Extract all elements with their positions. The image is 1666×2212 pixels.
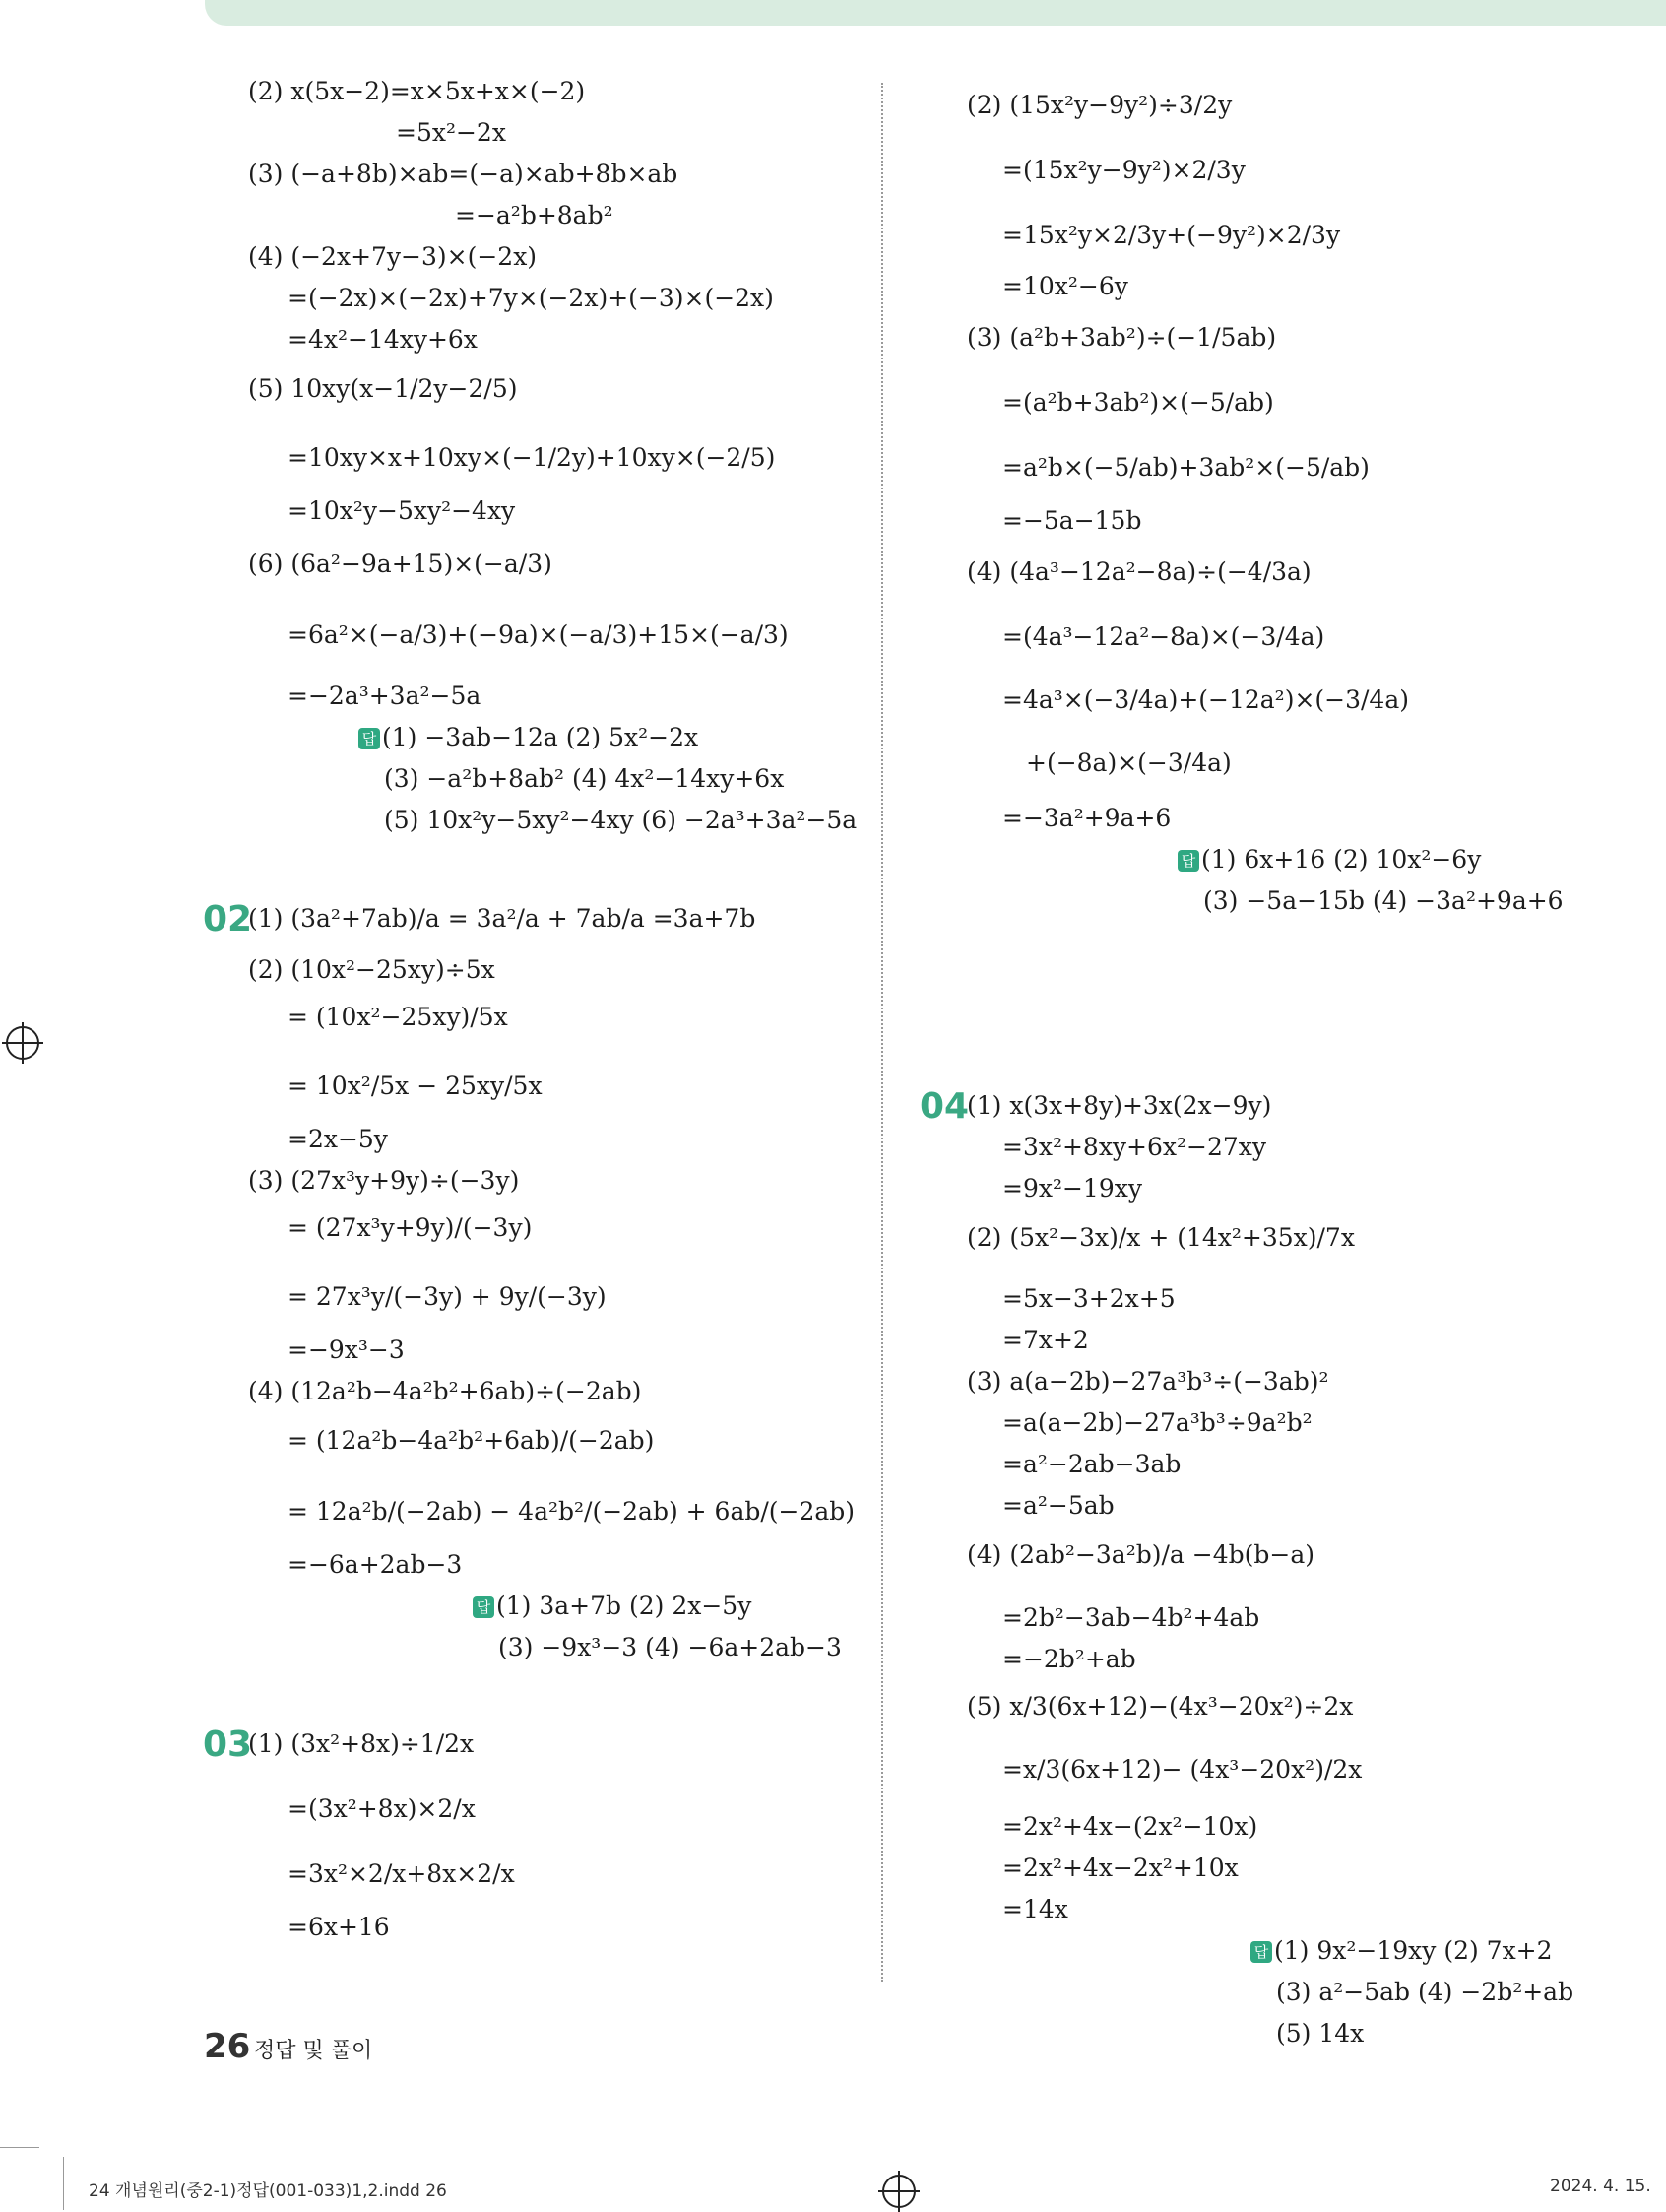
q1-line: =−2a³+3a²−5a [288, 682, 481, 710]
page-number: 26 [204, 2027, 251, 2066]
q1-line: (6) (6a²−9a+15)×(−a/3) [248, 550, 552, 578]
q3-line: =(15x²y−9y²)×2/3y [1002, 156, 1246, 184]
q3-line: (3) (a²b+3ab²)÷(−1/5ab) [967, 323, 1277, 352]
answer-line: (3) a²−5ab (4) −2b²+ab [1276, 1978, 1574, 2006]
q4-line: (3) a(a−2b)−27a³b³÷(−3ab)² [967, 1367, 1329, 1396]
q4-line: =7x+2 [1002, 1326, 1089, 1354]
q2-line: =−9x³−3 [288, 1335, 405, 1364]
answer-line: (3) −a²b+8ab² (4) 4x²−14xy+6x [384, 764, 785, 793]
q1-line: =4x²−14xy+6x [288, 325, 478, 354]
q3-line: =−5a−15b [1002, 506, 1142, 535]
q1-line: (5) 10xy(x−1/2y−2/5) [248, 374, 518, 403]
q4-line: =9x²−19xy [1002, 1174, 1142, 1203]
q4-line: =−2b²+ab [1002, 1645, 1136, 1673]
registration-mark-icon [882, 2175, 916, 2208]
q4-line: (5) x/3(6x+12)−(4x³−20x²)÷2x [967, 1692, 1354, 1721]
q3-line: (4) (4a³−12a²−8a)÷(−4/3a) [967, 557, 1312, 586]
q4-line: =14x [1002, 1895, 1068, 1923]
q3-line: =10x²−6y [1002, 272, 1128, 300]
answer-icon: 답 [473, 1596, 494, 1618]
q3-line: =3x²×2/x+8x×2/x [288, 1859, 515, 1888]
q4-line: =a²−5ab [1002, 1491, 1115, 1520]
q3-line: =(a²b+3ab²)×(−5/ab) [1002, 388, 1274, 417]
answer-line: 답 (1) −3ab−12a (2) 5x²−2x [358, 723, 698, 752]
question-number: 02 [203, 899, 253, 940]
registration-mark-icon [6, 1026, 39, 1060]
q4-line: (1) x(3x+8y)+3x(2x−9y) [967, 1091, 1272, 1120]
answer-line: (5) 10x²y−5xy²−4xy (6) −2a³+3a²−5a [384, 806, 858, 834]
q1-line: =10xy×x+10xy×(−1/2y)+10xy×(−2/5) [288, 443, 776, 472]
q2-line: = (10x²−25xy)/5x [288, 1003, 508, 1031]
q2-line: = (27x³y+9y)/(−3y) [288, 1213, 533, 1242]
q2-line: =−6a+2ab−3 [288, 1550, 463, 1579]
footer-divider [63, 2157, 64, 2210]
q4-line: (4) (2ab²−3a²b)/a −4b(b−a) [967, 1540, 1314, 1569]
question-number: 03 [203, 1724, 253, 1765]
q1-line: =10x²y−5xy²−4xy [288, 496, 516, 525]
answer-line: 답 (1) 3a+7b (2) 2x−5y [473, 1592, 751, 1621]
answer-icon: 답 [358, 728, 380, 749]
page-label: 정답 및 풀이 [254, 2039, 373, 2063]
q3-line: =−3a²+9a+6 [1002, 804, 1172, 832]
q2-line: (2) (10x²−25xy)÷5x [248, 955, 495, 984]
q4-line: =2b²−3ab−4b²+4ab [1002, 1603, 1260, 1632]
q3-line: =(3x²+8x)×2/x [288, 1794, 476, 1823]
footer-rule [0, 2147, 39, 2148]
answer-line: (5) 14x [1276, 2019, 1365, 2048]
q4-line: (2) (5x²−3x)/x + (14x²+35x)/7x [967, 1223, 1355, 1252]
q1-line: =(−2x)×(−2x)+7y×(−2x)+(−3)×(−2x) [288, 284, 774, 312]
q2-line: = 10x²/5x − 25xy/5x [288, 1072, 543, 1100]
q2-line: = (12a²b−4a²b²+6ab)/(−2ab) [288, 1426, 655, 1455]
q2-line: =2x−5y [288, 1125, 388, 1153]
q2-line: (1) (3a²+7ab)/a = 3a²/a + 7ab/a =3a+7b [248, 904, 756, 933]
q1-line: =−a²b+8ab² [455, 201, 613, 229]
q1-line: (2) x(5x−2)=x×5x+x×(−2) [248, 77, 586, 105]
answer-icon: 답 [1250, 1941, 1272, 1963]
question-number: 04 [920, 1086, 970, 1127]
q1-line: =5x²−2x [396, 118, 506, 147]
q1-line: =6a²×(−a/3)+(−9a)×(−a/3)+15×(−a/3) [288, 620, 789, 649]
q2-line: (3) (27x³y+9y)÷(−3y) [248, 1166, 520, 1195]
q4-line: =2x²+4x−(2x²−10x) [1002, 1812, 1258, 1841]
q1-line: (3) (−a+8b)×ab=(−a)×ab+8b×ab [248, 160, 678, 188]
footer-date: 2024. 4. 15. [1550, 2177, 1651, 2196]
column-divider [881, 83, 883, 1982]
q4-line: =5x−3+2x+5 [1002, 1284, 1176, 1313]
q3-line: =6x+16 [288, 1913, 390, 1941]
q3-line: (2) (15x²y−9y²)÷3/2y [967, 91, 1233, 119]
q3-line: =a²b×(−5/ab)+3ab²×(−5/ab) [1002, 453, 1370, 482]
q2-line: = 27x³y/(−3y) + 9y/(−3y) [288, 1282, 607, 1311]
q3-line: =4a³×(−3/4a)+(−12a²)×(−3/4a) [1002, 685, 1410, 714]
q4-line: =x/3(6x+12)− (4x³−20x²)/2x [1002, 1755, 1363, 1784]
q1-line: (4) (−2x+7y−3)×(−2x) [248, 242, 538, 271]
q4-line: =a(a−2b)−27a³b³÷9a²b² [1002, 1408, 1313, 1437]
q4-line: =2x²+4x−2x²+10x [1002, 1854, 1239, 1882]
q2-line: = 12a²b/(−2ab) − 4a²b²/(−2ab) + 6ab/(−2ab) [288, 1497, 856, 1526]
q3-line: +(−8a)×(−3/4a) [1026, 748, 1232, 777]
answer-line: 답 (1) 6x+16 (2) 10x²−6y [1178, 845, 1481, 875]
q4-line: =3x²+8xy+6x²−27xy [1002, 1133, 1267, 1161]
header-band [205, 0, 1666, 26]
answer-line: 답 (1) 9x²−19xy (2) 7x+2 [1250, 1936, 1553, 1966]
answer-line: (3) −5a−15b (4) −3a²+9a+6 [1203, 886, 1564, 915]
q2-line: (4) (12a²b−4a²b²+6ab)÷(−2ab) [248, 1377, 642, 1405]
q3-line: (1) (3x²+8x)÷1/2x [248, 1729, 475, 1758]
q3-line: =15x²y×2/3y+(−9y²)×2/3y [1002, 221, 1341, 249]
footer-filename: 24 개념원리(중2-1)정답(001-033)1,2.indd 26 [89, 2181, 447, 2201]
q4-line: =a²−2ab−3ab [1002, 1450, 1182, 1478]
q3-line: =(4a³−12a²−8a)×(−3/4a) [1002, 622, 1325, 651]
answer-icon: 답 [1178, 850, 1199, 872]
answer-line: (3) −9x³−3 (4) −6a+2ab−3 [498, 1633, 842, 1661]
